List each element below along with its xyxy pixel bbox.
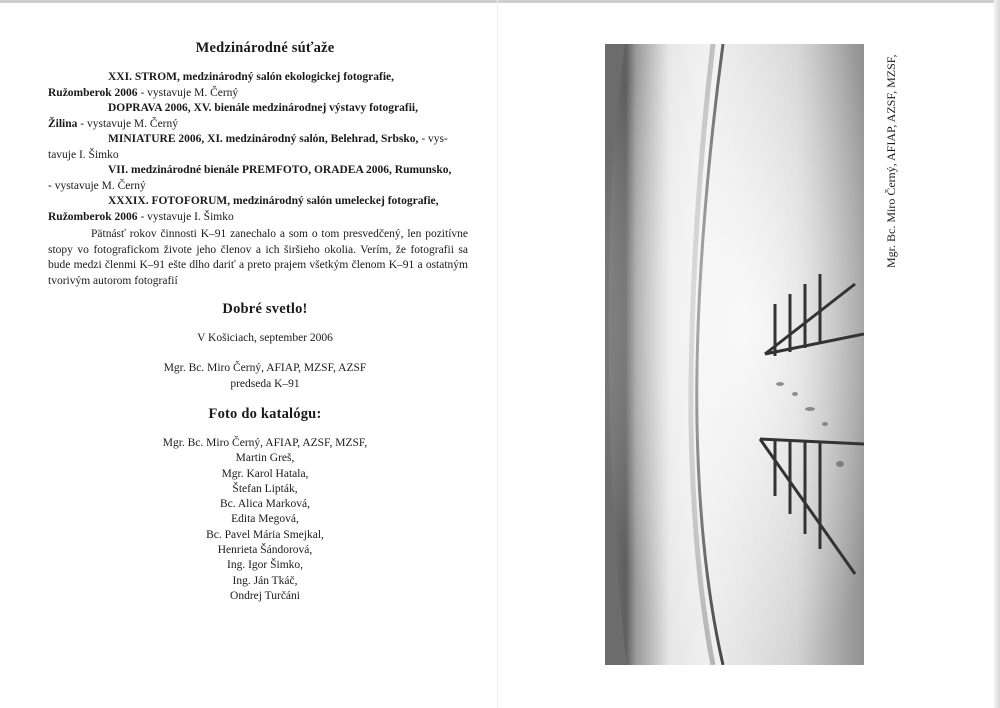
signature-role: predseda K–91: [230, 377, 300, 390]
competition-entry-cont: Ružomberok 2006 - vystavuje I. Šimko: [48, 210, 234, 223]
photographer-name: Mgr. Bc. Miro Černý, AFIAP, AZSF, MZSF,: [162, 437, 368, 449]
signature-name: Mgr. Bc. Miro Černý, AFIAP, MZSF, AZSF: [163, 362, 367, 374]
photographer-name: Bc. Alica Marková,: [219, 498, 311, 511]
photographer-name: Ondrej Turčáni: [230, 589, 300, 602]
photographer-name: Martin Greš,: [235, 452, 295, 465]
photographer-name: Ing. Ján Tkáč,: [232, 574, 298, 587]
competition-entry-cont: tavuje I. Šimko: [48, 148, 119, 161]
photographer-name: Štefan Lipták,: [232, 482, 298, 495]
competitions-list: [48, 70, 468, 225]
place-date-block: [30, 331, 500, 347]
photographer-name: Henrieta Šándorová,: [217, 544, 313, 557]
competition-entry: DOPRAVA 2006, XV. bienále medzinárodnej výstavy fotografii,: [108, 102, 418, 114]
photographer-name: Ing. Igor Šimko,: [226, 559, 304, 572]
left-page: [30, 40, 500, 57]
competition-entry: XXI. STROM, medzinárodný salón ekologickej fotografie,: [108, 71, 395, 83]
photographer-name: Bc. Pavel Mária Smejkal,: [206, 528, 324, 541]
competition-entry-cont: Žilina - vystavuje M. Černý: [48, 117, 179, 130]
page-edge-right: [994, 0, 1000, 708]
competition-entry: XXXIX. FOTOFORUM, medzinárodný salón umeleckej fotografie,: [108, 195, 439, 207]
signature-block: [30, 361, 500, 392]
catalog-title: Foto do katalógu:: [208, 406, 322, 422]
photo-artwork: [605, 44, 864, 665]
place-date: V Košiciach, september 2006: [197, 332, 333, 344]
photographer-name: Edita Megová,: [231, 513, 299, 526]
photographers-list: [30, 436, 500, 604]
catalog-title-block: [30, 406, 500, 423]
intro-paragraph: Pätnásť rokov činnosti K–91 zanechalo a som o tom presvedčený, len pozitívne stopy vo fotografickom živote jeho členov a ich širšieho okolia. Verím, že fotografii sa bude medzi členmi K–91 ešte dlho dariť a preto prajem všetkým členom K–91 a ostatným tvorivým autorom fotografií: [48, 228, 468, 287]
competition-entry-cont: Ružomberok 2006 - vystavuje M. Černý: [48, 86, 239, 99]
competition-entry: VII. medzinárodné bienále PREMFOTO, ORADEA 2006, Rumunsko,: [108, 164, 452, 176]
photographer-name: Mgr. Karol Hatala,: [221, 467, 309, 480]
competition-entry-cont: - vystavuje M. Černý: [48, 179, 146, 192]
photo-credit: Mgr. Bc. Miro Černý, AFIAP, AZSF, MZSF,: [884, 54, 898, 268]
photograph: [605, 44, 864, 665]
intro-paragraph-block: [48, 227, 468, 289]
greeting-block: [30, 301, 500, 318]
competition-entry: MINIATURE 2006, XI. medzinárodný salón, Belehrad, Srbsko, - vys-: [108, 133, 448, 145]
page-edge: [0, 0, 1000, 3]
section-title: Medzinárodné súťaže: [195, 40, 335, 56]
greeting: Dobré svetlo!: [222, 301, 308, 317]
photo-credit-block: [882, 52, 898, 272]
